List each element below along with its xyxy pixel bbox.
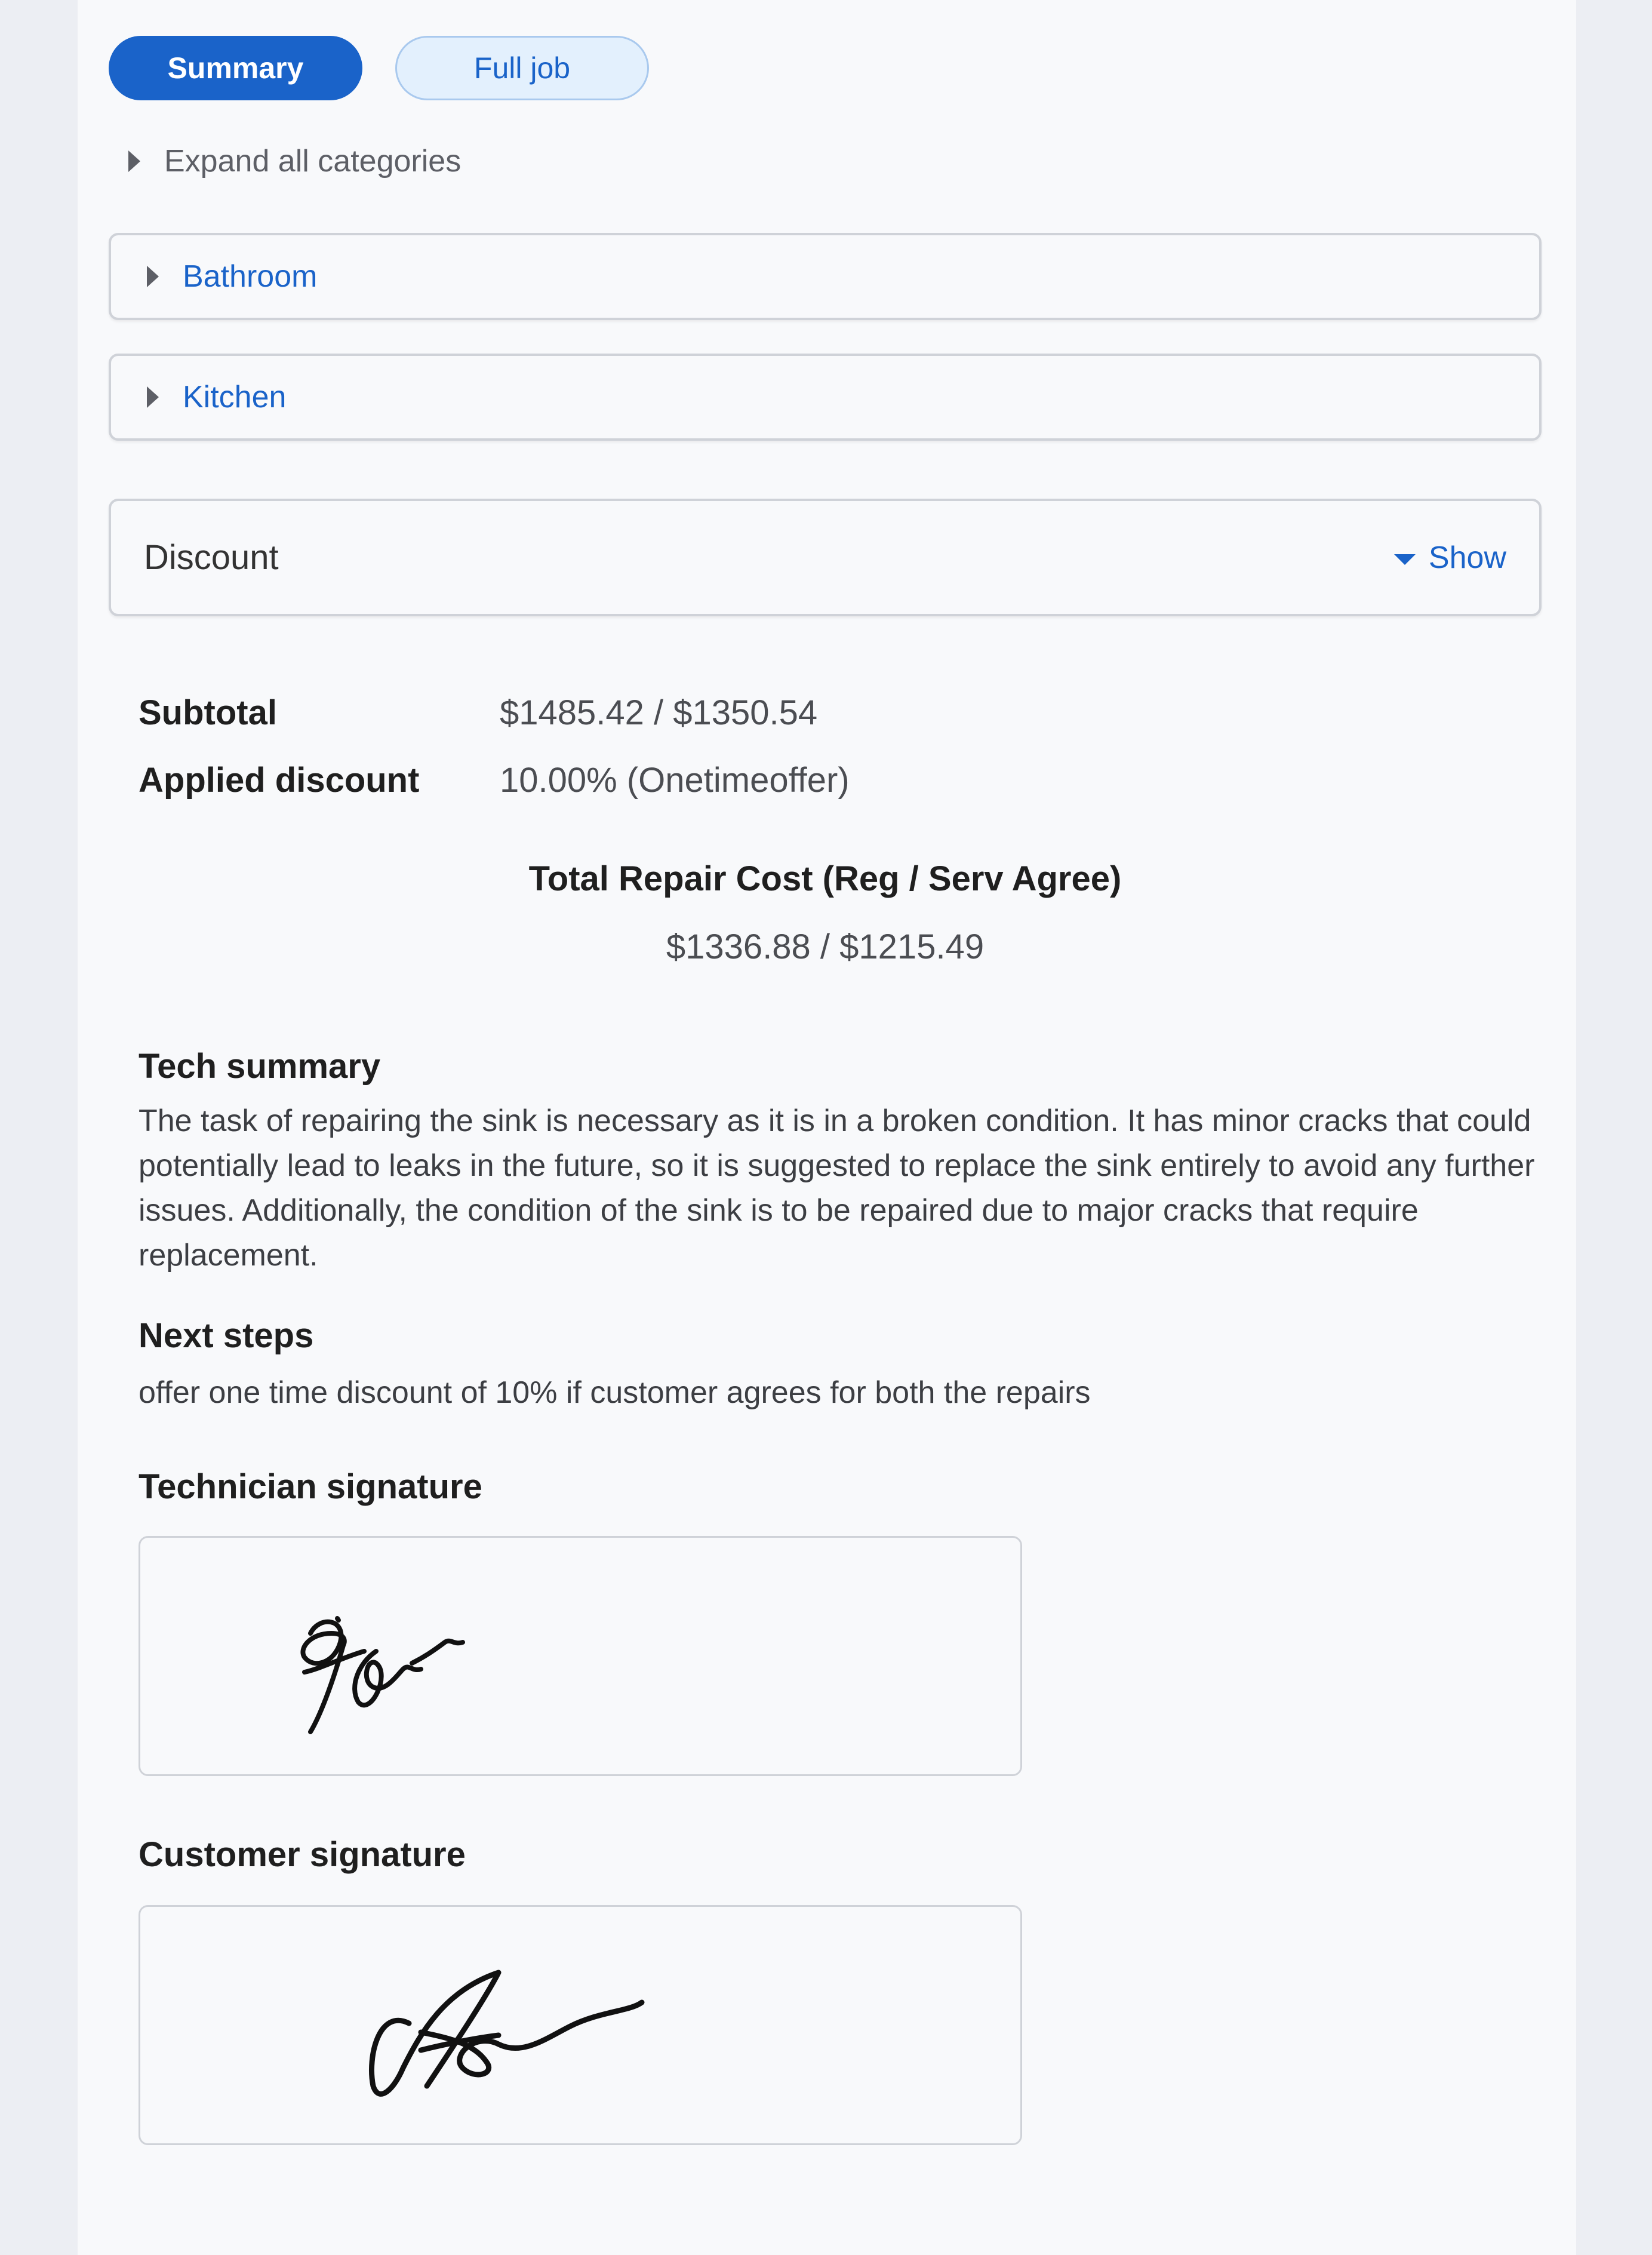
tech-summary-heading: Tech summary [139,1047,381,1086]
category-label: Bathroom [183,259,318,294]
category-label: Kitchen [183,380,287,414]
total-title: Total Repair Cost (Reg / Serv Agree) [528,859,1122,898]
job-summary-page [78,0,1576,2255]
discount-label: Discount [144,538,279,577]
total-repair-cost [109,0,1542,1015]
subtotal-label: Subtotal [139,693,277,732]
next-steps-text: offer one time discount of 10% if customer agrees for both the repairs [139,1375,1091,1410]
next-steps-heading: Next steps [139,1316,314,1355]
applied-discount-label: Applied discount [139,761,420,800]
subtotal-value: $1485.42 / $1350.54 [500,693,818,732]
customer-signature-heading: Customer signature [139,1835,466,1874]
show-label: Show [1428,540,1506,575]
technician-signature-box[interactable] [139,1536,1022,1776]
tab-full-job[interactable]: Full job [395,36,649,100]
customer-signature-box[interactable] [139,1905,1022,2145]
tech-summary-text: The task of repairing the sink is necessary as it is in a broken condition. It has minor cracks that could potentially lead to leaks in the future, so it is suggested to replace the sink entirely to avoid any further issues. Additionally, the condition of the sink is to be repaired due to major cracks that require replacement. [139,1104,1535,1273]
applied-discount-value: 10.00% (Onetimeoffer) [500,761,850,800]
technician-signature-image [140,1538,1024,1778]
expand-all-label: Expand all categories [164,144,462,179]
customer-signature-image [140,1907,1024,2147]
total-value: $1336.88 / $1215.49 [666,927,985,966]
technician-signature-heading: Technician signature [139,1467,482,1506]
tab-summary[interactable]: Summary [109,36,362,100]
